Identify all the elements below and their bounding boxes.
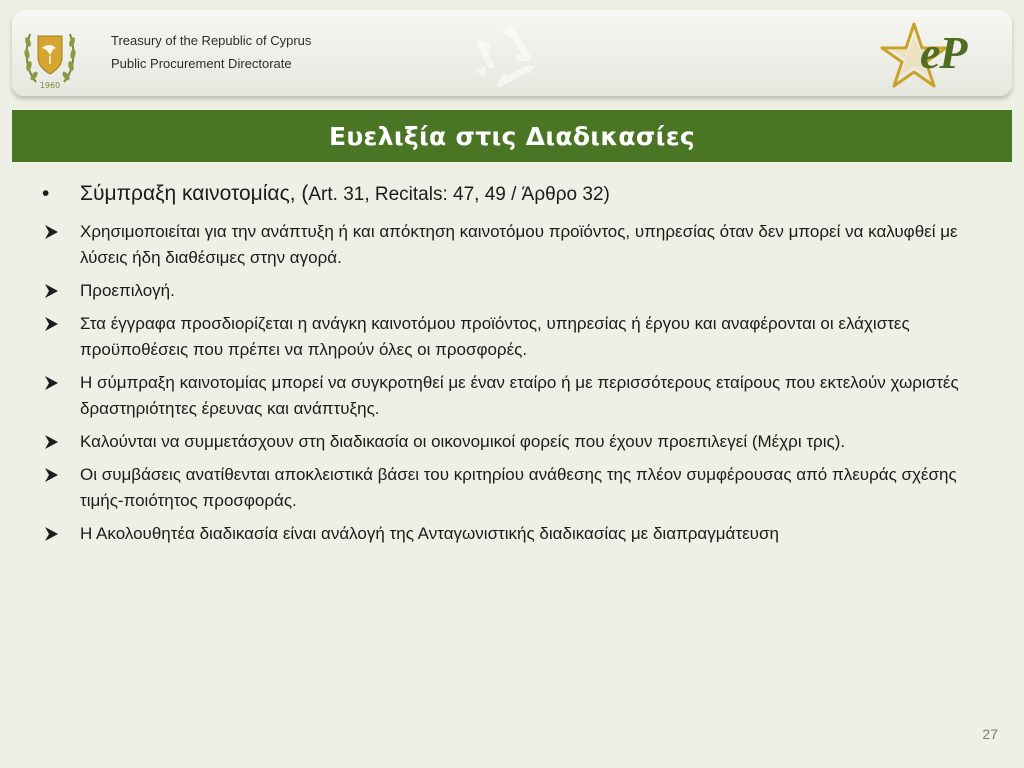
main-bullet-reference: Art. 31, Recitals: 47, 49 / Άρθρο 32) bbox=[308, 184, 610, 205]
arrow-bullet-icon bbox=[42, 370, 64, 396]
main-bullet bbox=[40, 180, 980, 209]
list-item-text: Χρησιμοποιείται για την ανάπτυξη ή και απόκτηση καινοτόμου προϊόντος, υπηρεσίας όταν δεν μπορεί να καλυφθεί με λύσεις ήδη διαθέσιμες στην αγορά. bbox=[80, 222, 958, 267]
list-item bbox=[40, 429, 980, 455]
title-bar bbox=[12, 110, 1012, 162]
cyprus-emblem-icon bbox=[22, 24, 78, 90]
list-item bbox=[40, 311, 980, 363]
recycle-watermark-icon bbox=[470, 22, 550, 90]
list-item bbox=[40, 219, 980, 271]
arrow-bullet-icon bbox=[42, 462, 64, 488]
org-name-line1: Treasury of the Republic of Cyprus bbox=[111, 33, 312, 48]
list-item-text: Στα έγγραφα προσδιορίζεται η ανάγκη καινοτόμου προϊόντος, υπηρεσίας ή έργου και αναφέρονται οι ελάχιστες προϋποθέσεις που πρέπει να πληρούν όλες οι προσφορές. bbox=[80, 314, 910, 359]
ep-logo-text: eP bbox=[920, 27, 967, 78]
list-item-text: Καλούνται να συμμετάσχουν στη διαδικασία οι οικονομικοί φορείς που έχουν προεπιλεγεί (Μέχρι τρις). bbox=[80, 432, 846, 451]
list-item-text: Οι συμβάσεις ανατίθενται αποκλειστικά βάσει του κριτηρίου ανάθεσης της πλέον συμφέρουσας από πλευράς σχέσης τιμής-ποιότητος προσφοράς. bbox=[80, 465, 957, 510]
arrow-bullet-icon bbox=[42, 429, 64, 455]
arrow-bullet-icon bbox=[42, 311, 64, 337]
svg-text:1960: 1960 bbox=[39, 81, 61, 90]
slide-content bbox=[40, 180, 980, 554]
list-item bbox=[40, 521, 980, 547]
bullet-dot: • bbox=[42, 182, 50, 205]
arrow-bullet-icon bbox=[42, 278, 64, 304]
list-item-text: Προεπιλογή. bbox=[80, 281, 175, 300]
arrow-bullet-icon bbox=[42, 521, 64, 547]
list-item bbox=[40, 278, 980, 304]
page-number: 27 bbox=[982, 726, 998, 742]
list-item bbox=[40, 370, 980, 422]
main-bullet-text: Σύμπραξη καινοτομίας, ( bbox=[80, 182, 309, 205]
list-item-text: Η Ακολουθητέα διαδικασία είναι ανάλογή της Ανταγωνιστικής διαδικασίας με διαπραγμάτευση bbox=[80, 524, 779, 543]
slide-title: Ευελιξία στις Διαδικασίες bbox=[328, 121, 696, 151]
org-name-line2: Public Procurement Directorate bbox=[111, 56, 292, 71]
arrow-bullet-icon bbox=[42, 219, 64, 245]
list-item-text: Η σύμπραξη καινοτομίας μπορεί να συγκροτηθεί με έναν εταίρο ή με περισσότερους εταίρους που εκτελούν χωριστές δραστηριότητες έρευνας και ανάπτυξης. bbox=[80, 373, 959, 418]
list-item bbox=[40, 462, 980, 514]
